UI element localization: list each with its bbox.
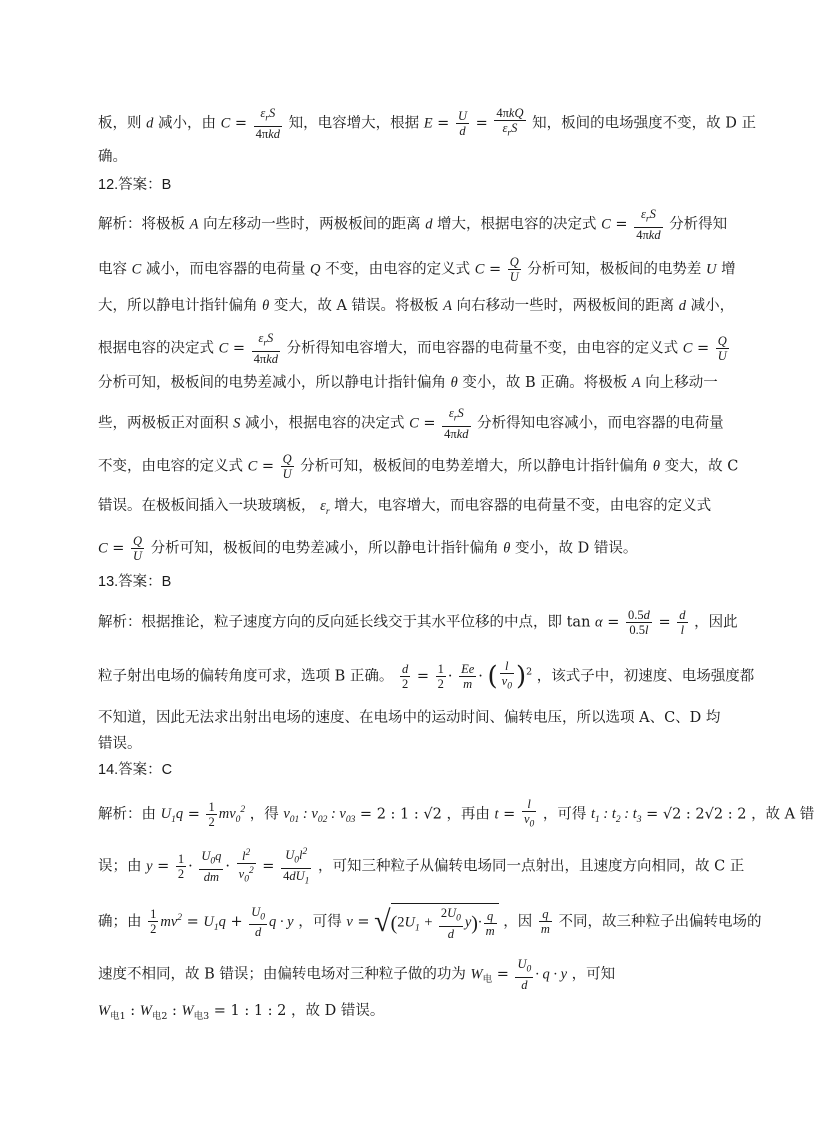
text-line: 电容 C 减小，而电容器的电荷量 Q 不变，由电容的定义式 C = $\frac{Q}{U}$ 分析可知，极板间的电势差 U 增 <box>98 255 736 284</box>
text-run: 增 <box>721 261 736 278</box>
text-run: ，再由 <box>446 806 490 823</box>
text-run: 解析：根据推论，粒子速度方向的反向延长线交于其水平位移的中点，即 <box>98 614 562 631</box>
text-run: 确。 <box>98 149 127 165</box>
text-run: 变大，故 A 错误。将极板 <box>273 298 439 314</box>
text-run: 向右移动一些时，两极板间的距离 <box>456 298 675 314</box>
formula: $√(2U_1$ + $\frac{2U_0}{d}$ y)· $\frac{q}{m}$ <box>374 903 498 941</box>
text-line <box>98 146 708 168</box>
text-line: 分析可知，极板间的电势差减小，所以静电计指针偏角 θ 变小，故 B 正确。将极板 A 向上移动一 <box>98 375 718 391</box>
text-run: ，可知三种粒子从偏转电场同一点射出，且速度方向相同，故 C 正 <box>317 858 745 875</box>
text-run: 13.答案：B <box>98 574 172 590</box>
text-run: 不知道，因此无法求出射出电场的速度、在电场中的运动时间、偏转电压，所以选项 A、C、D 均 <box>98 710 721 726</box>
text-run: 变小，故 B 正确。将极板 <box>462 375 628 391</box>
text-run: 大，所以静电计指针偏角 <box>98 298 258 314</box>
text-run: 减小， <box>690 298 735 314</box>
text-run: ，因此 <box>694 614 738 631</box>
text-run: 减小，根据电容的决定式 <box>244 415 405 432</box>
text-run: 根据电容的决定式 <box>98 340 214 357</box>
formula: $\frac{Q}{U}$ <box>717 333 727 363</box>
text-run: ，故 D 错误。 <box>291 1003 385 1019</box>
text-run: ，故 A 错 <box>751 806 814 823</box>
text-line: 大，所以静电计指针偏角 θ 变大，故 A 错误。将极板 A 向右移动一些时，两极板间的距离 d 减小， <box>98 298 735 314</box>
text-run: 变大，故 C <box>664 458 739 475</box>
text-run: ，可得 <box>298 913 342 930</box>
text-run: 向左移动一些时，两极板间的距离 <box>203 216 421 233</box>
text-run: 错误。在极板间插入一块玻璃板， <box>98 498 316 514</box>
text-run: 些，两极板正对面积 <box>98 415 229 432</box>
text-line: 根据电容的决定式 C = $\frac{\varepsilon_rS}{\text{4πkd}}$ 分析得知电容增大，而电容器的电荷量不变，由电容的定义式 C = $\frac{Q}{U}$ <box>98 331 727 366</box>
text-line: 误；由 y = $\frac{1}{2}$ · $\frac{U_0q}{dm}$ · $\frac{l^2}{v_0^2}$ = $\frac{U_0l^2}{4dU_1}$ ，可知三种粒子从偏转电场同一点射出，且速度方向相同，故 C 正 <box>98 847 745 887</box>
text-run: ，得 <box>249 806 279 823</box>
formula: $\frac{Q}{U}$ <box>133 534 143 563</box>
text-run: 14.答案：C <box>98 762 173 778</box>
text-line: 错误。在极板间插入一块玻璃板， $\varepsilon_r$ 增大，电容增大，而电容器的电荷量不变，由电容的定义式 <box>98 498 712 517</box>
text-line: 解析：将极板 A 向左移动一些时，两极板间的距离 d 增大，根据电容的决定式 C = $\frac{\varepsilon_rS}{\text{4πkd}}$ 分析得知 <box>98 207 728 242</box>
formula: $\frac{Q}{U}$ <box>509 255 519 284</box>
text-line <box>98 733 708 755</box>
text-line: $W_{电1}$ : $W_{电2}$ : $W_{电3} = 1$ : 1 : 2 ，故 D 错误。 <box>98 1003 385 1022</box>
text-run: 增大，根据电容的决定式 <box>437 216 597 233</box>
answer-heading-14 <box>98 759 708 781</box>
text-run: 确；由 <box>98 913 142 930</box>
text-line <box>98 707 721 729</box>
formula: $\frac{\varepsilon_rS}{\text{4πkd}}$ <box>636 207 661 242</box>
text-run: 知，板间的电场强度不变，故 D 正 <box>532 115 756 132</box>
text-run: 解析：由 <box>98 806 156 823</box>
text-run: 分析得知电容增大，而电容器的电荷量不变，由电容的定义式 <box>286 340 679 357</box>
text-line: 粒子射出电场的偏转角度可求，选项 B 正确。 $\frac{d}{2}$ = $\frac{1}{2}$ · $\frac{Ee}{m}$ · ( $\frac{l}{v_0}$ )$^2$ ，该式子中，初速度、电场强度都 <box>98 659 755 692</box>
text-run: 分析可知，极板间的电势差增大，所以静电计指针偏角 <box>300 458 649 475</box>
formula: $\frac{Q}{U}$ <box>282 452 292 481</box>
text-run: 分析得知 <box>669 216 728 233</box>
formula: $\frac{d}{2}$ <box>401 661 409 691</box>
text-line: C = $\frac{Q}{U}$ 分析可知，极板间的电势差减小，所以静电计指针偏角 θ 变小，故 D 错误。 <box>98 534 638 563</box>
answer-heading-13 <box>98 571 708 593</box>
text-line: 确；由 $\frac{1}{2}$ $mv^2 = U_1q$ + $\frac{U_0}{d}$ q · y ，可得 $v = √(2U_1$ + $\frac{2U_0}{d}$ y)· $\frac{q}{m}$ ，因 $\frac{q}{m}$ 不同，故三种粒子出偏转电场的 <box>98 904 762 941</box>
text-run: ，该式子中，初速度、电场强度都 <box>536 668 755 685</box>
answer-heading-12 <box>98 174 708 196</box>
formula: $\frac{0.5d}{0.5l}$ <box>628 608 650 637</box>
text-run: 知，电容增大，根据 <box>288 115 420 132</box>
text-run: 增大，电容增大，而电容器的电荷量不变，由电容的定义式 <box>334 498 712 514</box>
text-run: 速度不相同，故 B 错误；由偏转电场对三种粒子做的功为 <box>98 966 466 983</box>
text-run: 不变，由电容的定义式 <box>325 261 471 278</box>
text-line: 速度不相同，故 B 错误；由偏转电场对三种粒子做的功为 $W_电$ = $\frac{U_0}{d}$ · q · y ，可知 <box>98 957 616 992</box>
text-line: 解析：由 $U_1q$ = $\frac{1}{2}$ $mv_0^2$ ，得 $v_{01}$ : $v_{02}$ : $v_{03} = 2$ : 1 : √2 ，再由 t = $\frac{l}{v_0}$ ，可得 $t_1$ : $t_2$ : $t_3 = √2$ : 2√2 : 2 ，故 A 错 <box>98 797 814 830</box>
text-run: 分析可知，极板间的电势差减小，所以静电计指针偏角 <box>150 540 499 557</box>
text-run: ，可知 <box>571 966 616 983</box>
formula: $\frac{\varepsilon_rS}{\text{4πkd}}$ <box>255 106 280 141</box>
text-run: 电容 <box>98 261 127 278</box>
text-run: 变小，故 D 错误。 <box>515 540 638 557</box>
formula: $\frac{\varepsilon_rS}{\text{4πkd}}$ <box>253 331 279 366</box>
text-run: 分析可知，极板间的电势差 <box>527 261 702 278</box>
text-line: 解析：根据推论，粒子速度方向的反向延长线交于其水平位移的中点，即 tan α = $\frac{0.5d}{0.5l}$ = $\frac{d}{l}$ ，因此 <box>98 608 738 637</box>
text-run: 解析：将极板 <box>98 216 185 233</box>
text-line: 板，则 d 减小，由 C = $\frac{\varepsilon_rS}{\text{4πkd}}$ 知，电容增大，根据 E = $\frac{U}{d}$ = $\frac{\text{4πkQ}}{\varepsilon_rS}$ 知，板间的电场强度不变，故 D 正 <box>98 106 756 141</box>
text-run: 不同，故三种粒子出偏转电场的 <box>558 913 762 930</box>
formula: $\frac{\varepsilon_rS}{\text{4πkd}}$ <box>444 406 469 441</box>
text-run: 减小，由 <box>157 115 216 132</box>
text-run: ，可得 <box>542 806 587 823</box>
formula: $\frac{\text{4πkQ}}{\varepsilon_rS}$ <box>496 106 524 139</box>
text-run: 分析得知电容减小，而电容器的电荷量 <box>477 415 724 432</box>
text-run: 粒子射出电场的偏转角度可求，选项 B 正确。 <box>98 668 394 685</box>
text-run: 板，则 <box>98 115 142 132</box>
text-line: 些，两极板正对面积 S 减小，根据电容的决定式 C = $\frac{\varepsilon_rS}{\text{4πkd}}$ 分析得知电容减小，而电容器的电荷量 <box>98 406 724 441</box>
text-run: 分析可知，极板间的电势差减小，所以静电计指针偏角 <box>98 375 446 391</box>
text-run: 错误。 <box>98 736 142 752</box>
text-run: 不变，由电容的定义式 <box>98 458 243 475</box>
text-run: ，因 <box>503 913 533 930</box>
text-run: 向上移动一 <box>645 375 718 391</box>
text-run: 误；由 <box>98 858 142 875</box>
text-run: 12.答案：B <box>98 177 172 193</box>
text-line: 不变，由电容的定义式 C = $\frac{Q}{U}$ 分析可知，极板间的电势差增大，所以静电计指针偏角 θ 变大，故 C <box>98 452 739 481</box>
text-run: 减小，而电容器的电荷量 <box>145 261 306 278</box>
